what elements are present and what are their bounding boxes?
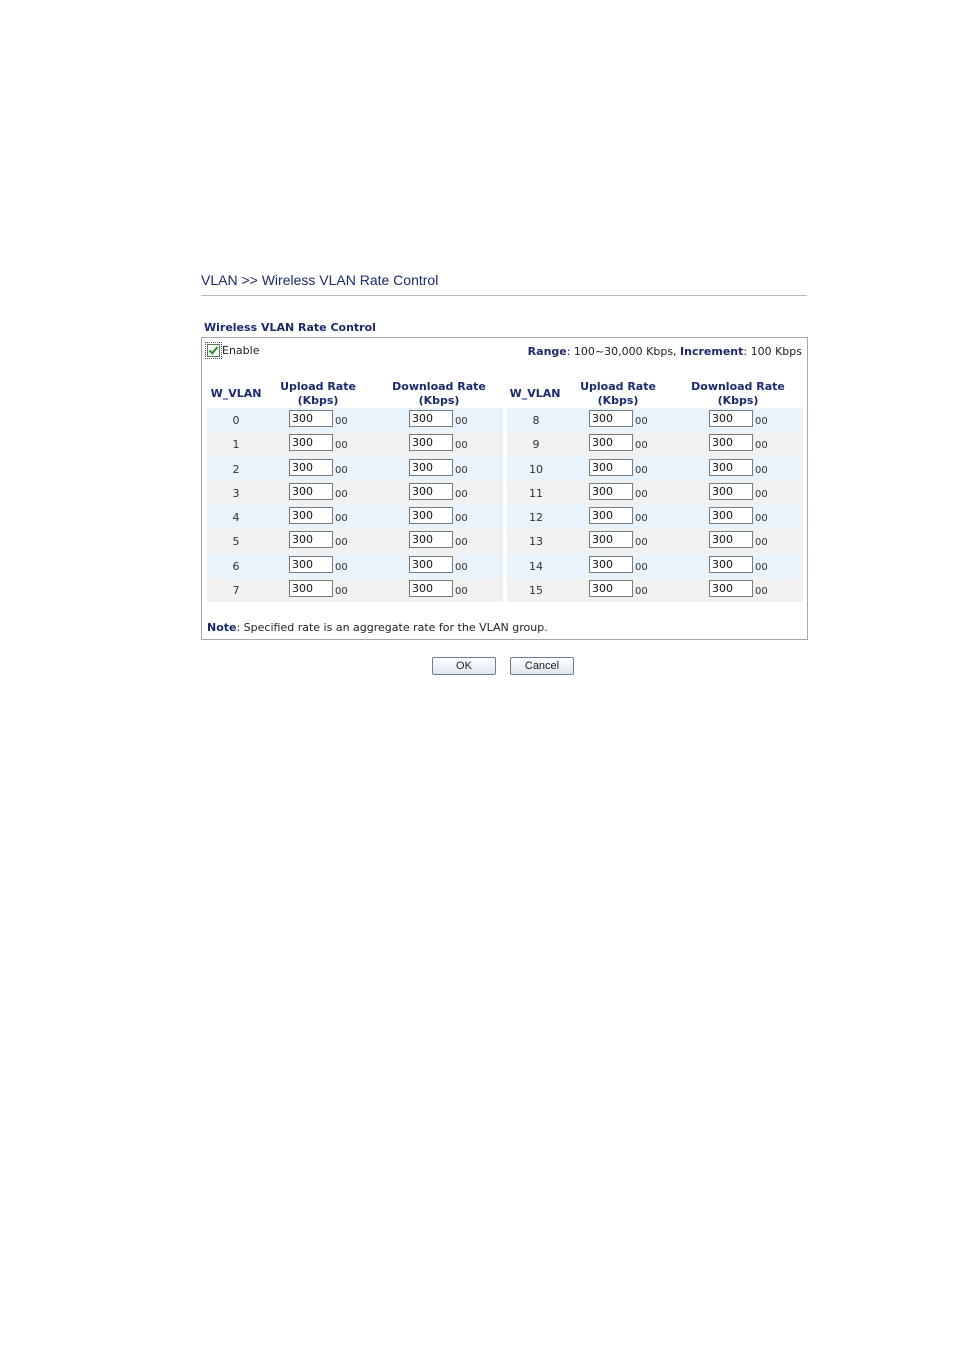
- range-label: Range: [527, 345, 567, 358]
- table-row: [207, 457, 803, 481]
- download-rate-suffix: 00: [455, 416, 468, 427]
- vlan-row-right: [507, 457, 803, 481]
- cancel-button[interactable]: Cancel: [510, 657, 574, 675]
- upload-rate-input[interactable]: [589, 459, 633, 476]
- col-header-download-line2: (Kbps): [717, 394, 759, 407]
- vlan-id: 2: [232, 462, 240, 476]
- note: [207, 621, 548, 634]
- table-row: [207, 481, 803, 505]
- vlan-row-right: [507, 432, 803, 456]
- vlan-row-left: [207, 529, 503, 553]
- download-rate-suffix: 00: [455, 464, 468, 476]
- download-rate-input[interactable]: [709, 483, 753, 500]
- upload-rate-input[interactable]: [589, 531, 633, 548]
- vlan-id: 3: [232, 486, 240, 500]
- vlan-id: 7: [232, 584, 240, 598]
- upload-rate-suffix: 00: [335, 416, 348, 427]
- upload-rate-suffix: 00: [335, 537, 348, 549]
- vlan-row-right: [507, 408, 803, 432]
- vlan-row-left: [207, 408, 503, 432]
- rate-control-panel: [201, 337, 808, 640]
- upload-rate-input[interactable]: [289, 459, 333, 476]
- download-rate-suffix: 00: [755, 513, 768, 525]
- table-row: [207, 554, 803, 578]
- vlan-row-left: [207, 457, 503, 481]
- upload-rate-suffix: 00: [635, 440, 648, 452]
- rate-table: [207, 408, 803, 602]
- table-row: [207, 505, 803, 529]
- download-rate-input[interactable]: [409, 434, 453, 451]
- vlan-id: 14: [529, 559, 543, 573]
- vlan-id: 12: [529, 511, 543, 525]
- upload-rate-suffix: 00: [335, 488, 348, 500]
- upload-rate-suffix: 00: [635, 561, 648, 573]
- table-row: [207, 578, 803, 602]
- vlan-id: 8: [532, 414, 540, 427]
- col-header-upload-line2: (Kbps): [297, 394, 339, 407]
- download-rate-input[interactable]: [409, 556, 453, 573]
- upload-rate-input[interactable]: [589, 434, 633, 451]
- section-title: Wireless VLAN Rate Control: [204, 321, 376, 334]
- upload-rate-suffix: 00: [335, 561, 348, 573]
- increment-value: : 100 Kbps: [743, 345, 802, 358]
- download-rate-suffix: 00: [755, 440, 768, 452]
- vlan-id: 0: [232, 414, 240, 427]
- vlan-row-right: [507, 481, 803, 505]
- upload-rate-input[interactable]: [589, 556, 633, 573]
- vlan-row-left: [207, 505, 503, 529]
- download-rate-suffix: 00: [755, 537, 768, 549]
- upload-rate-suffix: 00: [635, 416, 648, 427]
- upload-rate-input[interactable]: [589, 483, 633, 500]
- title-divider: [201, 295, 807, 296]
- upload-rate-suffix: 00: [635, 488, 648, 500]
- upload-rate-input[interactable]: [289, 507, 333, 524]
- vlan-row-right: [507, 529, 803, 553]
- increment-label: Increment: [680, 345, 744, 358]
- col-header-upload-line2: (Kbps): [597, 394, 639, 407]
- download-rate-suffix: 00: [455, 513, 468, 525]
- upload-rate-input[interactable]: [289, 531, 333, 548]
- download-rate-suffix: 00: [455, 586, 468, 598]
- table-row: [207, 432, 803, 456]
- upload-rate-suffix: 00: [335, 513, 348, 525]
- download-rate-input[interactable]: [409, 507, 453, 524]
- col-header-download-left: [384, 380, 494, 408]
- download-rate-input[interactable]: [709, 556, 753, 573]
- upload-rate-suffix: 00: [635, 513, 648, 525]
- download-rate-suffix: 00: [455, 488, 468, 500]
- vlan-id: 9: [532, 438, 540, 452]
- vlan-id: 13: [529, 535, 543, 549]
- vlan-id: 10: [529, 462, 543, 476]
- download-rate-input[interactable]: [709, 531, 753, 548]
- vlan-id: 5: [232, 535, 240, 549]
- enable-checkbox[interactable]: [207, 344, 220, 357]
- note-text: : Specified rate is an aggregate rate for the VLAN group.: [236, 621, 548, 634]
- enable-row: [207, 344, 259, 357]
- download-rate-suffix: 00: [455, 561, 468, 573]
- download-rate-input[interactable]: [709, 507, 753, 524]
- download-rate-input[interactable]: [409, 531, 453, 548]
- vlan-row-right: [507, 578, 803, 602]
- col-header-vlan-right: W_VLAN: [509, 387, 561, 400]
- download-rate-input[interactable]: [709, 459, 753, 476]
- vlan-row-right: [507, 505, 803, 529]
- download-rate-input[interactable]: [409, 483, 453, 500]
- col-header-upload-right: [572, 380, 664, 408]
- vlan-id: 4: [232, 511, 240, 525]
- download-rate-input[interactable]: [409, 580, 453, 597]
- download-rate-input[interactable]: [709, 580, 753, 597]
- download-rate-suffix: 00: [455, 537, 468, 549]
- col-header-download-line1: Download Rate: [392, 380, 486, 393]
- download-rate-suffix: 00: [455, 440, 468, 452]
- download-rate-suffix: 00: [755, 561, 768, 573]
- upload-rate-input[interactable]: [589, 507, 633, 524]
- vlan-id: 15: [529, 584, 543, 598]
- upload-rate-input[interactable]: [589, 410, 633, 427]
- ok-button[interactable]: OK: [432, 657, 496, 675]
- download-rate-suffix: 00: [755, 416, 768, 427]
- upload-rate-suffix: 00: [335, 464, 348, 476]
- upload-rate-suffix: 00: [335, 440, 348, 452]
- page-title: VLAN >> Wireless VLAN Rate Control: [201, 272, 439, 288]
- upload-rate-input[interactable]: [289, 580, 333, 597]
- download-rate-input[interactable]: [409, 459, 453, 476]
- col-header-download-line1: Download Rate: [691, 380, 785, 393]
- vlan-id: 11: [529, 486, 543, 500]
- vlan-row-right: [507, 554, 803, 578]
- range-info: [528, 345, 802, 358]
- enable-label: Enable: [222, 344, 260, 357]
- vlan-row-left: [207, 578, 503, 602]
- upload-rate-input[interactable]: [589, 580, 633, 597]
- col-header-upload-line1: Upload Rate: [580, 380, 656, 393]
- table-row: [207, 408, 803, 432]
- upload-rate-suffix: 00: [635, 464, 648, 476]
- download-rate-suffix: 00: [755, 488, 768, 500]
- table-row: [207, 529, 803, 553]
- upload-rate-suffix: 00: [335, 586, 348, 598]
- download-rate-input[interactable]: [409, 410, 453, 427]
- vlan-row-left: [207, 432, 503, 456]
- col-header-upload-left: [272, 380, 364, 408]
- download-rate-suffix: 00: [755, 586, 768, 598]
- col-header-upload-line1: Upload Rate: [280, 380, 356, 393]
- note-label: Note: [207, 621, 237, 634]
- upload-rate-suffix: 00: [635, 537, 648, 549]
- range-value: : 100~30,000 Kbps,: [566, 345, 681, 358]
- col-header-vlan-left: W_VLAN: [210, 387, 262, 400]
- upload-rate-input[interactable]: [289, 434, 333, 451]
- col-header-download-right: [683, 380, 793, 408]
- upload-rate-suffix: 00: [635, 586, 648, 598]
- vlan-row-left: [207, 481, 503, 505]
- col-header-download-line2: (Kbps): [418, 394, 460, 407]
- upload-rate-input[interactable]: [289, 556, 333, 573]
- download-rate-input[interactable]: [709, 434, 753, 451]
- vlan-id: 6: [232, 559, 240, 573]
- download-rate-suffix: 00: [755, 464, 768, 476]
- upload-rate-input[interactable]: [289, 483, 333, 500]
- vlan-row-left: [207, 554, 503, 578]
- download-rate-input[interactable]: [709, 410, 753, 427]
- vlan-id: 1: [232, 438, 240, 452]
- upload-rate-input[interactable]: [289, 410, 333, 427]
